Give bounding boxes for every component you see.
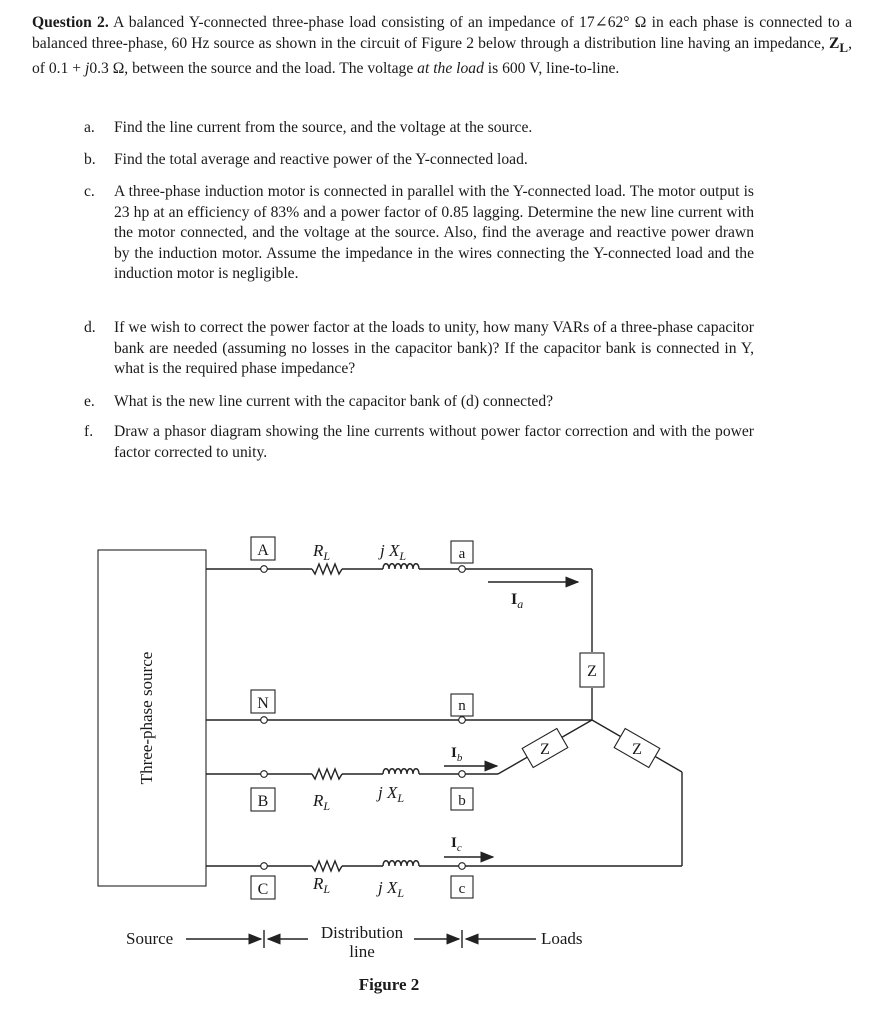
part-label: a. [84,119,95,136]
part-text: Draw a phasor diagram showing the line currents without power factor correction and with the power factor corrected to unity. [114,423,754,461]
jxl-subscript: L [397,791,405,805]
terminal-B [261,771,268,778]
question-text-4: is 600 V, line-to-line. [483,60,620,78]
rl-symbol: R [313,791,324,810]
impedance-zb-label: Z [540,741,550,758]
terminal-a [459,566,466,573]
rl-label-c [312,874,330,896]
rl-subscript: L [323,549,331,563]
jxl-symbol: j X [380,541,400,560]
question-number: Question 2. [32,14,109,31]
jxl-label-c [376,878,404,900]
jxl-subscript: L [397,886,405,900]
question-text-1: A balanced Y-connected three-phase load consisting of an impedance of 17∠62° Ω in each phase is connected to a balanced three-phase, 60 Hz source as shown in the circuit of Figure 2 below through a distribution line having an impedance, [32,14,853,52]
terminal-b [459,771,466,778]
current-label-c [451,835,462,854]
part-label: f. [84,423,94,440]
current-symbol: I [451,835,457,851]
rl-label-b [312,791,330,813]
part-text: What is the new line current with the capacitor bank of (d) connected? [114,393,554,410]
part-text: Find the line current from the source, and the voltage at the source. [114,119,533,136]
current-subscript: b [456,752,463,764]
node-N-label: N [257,695,269,712]
part-text: If we wish to correct the power factor at the loads to unity, how many VARs of a three-phase capacitor bank are needed (assuming no losses in the capacitor bank)? If the capacitor bank is connected in Y, what is the required phase impedance? [114,319,754,377]
j-symbol: j [84,60,90,78]
terminal-c [459,863,466,870]
impedance-zb [522,728,568,767]
impedance-za-label: Z [587,663,597,680]
inductor-b [383,769,419,774]
jxl-symbol: j X [378,783,398,802]
current-subscript: c [456,842,462,854]
rl-symbol: R [313,874,324,893]
resistor-c [312,861,342,871]
figure-caption: Figure 2 [358,975,420,994]
rl-label-a [312,541,330,563]
terminal-N [261,717,268,724]
node-B-label: B [257,793,269,810]
jxl-label-b [376,783,404,805]
resistor-a [312,564,342,574]
node-b-label: b [458,793,466,809]
part-label: d. [84,319,96,336]
part-text: Find the total average and reactive power of the Y-connected load. [114,151,528,168]
zl-subscript: L [839,40,849,56]
terminal-C [261,863,268,870]
inductor-c [383,861,419,866]
terminal-circles [261,566,466,870]
current-symbol: I [511,591,518,608]
node-n-label: n [458,698,466,714]
question-text-3: 0.3 Ω, between the source and the load. The voltage [89,60,418,78]
distribution-label-2: line [349,942,375,961]
terminal-A [261,566,268,573]
italic-phrase: at the load [417,60,484,78]
source-box-label: Three-phase source [137,651,156,785]
resistor-b [312,769,342,779]
impedance-zc-label: Z [632,741,642,758]
distribution-label-1: Distribution [320,923,404,942]
jxl-subscript: L [399,549,407,563]
node-a-label: a [458,546,466,562]
question-text-2: , of 0.1 + [32,35,852,78]
impedance-zc [614,728,660,767]
rl-subscript: L [323,799,331,813]
source-label: Source [126,929,174,948]
terminal-n [459,717,466,724]
zl-symbol: Z [829,35,840,52]
current-subscript: a [517,597,524,611]
inductor-a [383,564,419,569]
part-label: e. [84,393,95,410]
current-symbol: I [451,745,457,761]
node-C-label: C [257,881,269,898]
part-label: c. [84,183,95,200]
loads-label: Loads [541,929,583,948]
current-label-b [451,745,463,764]
rl-symbol: R [313,541,324,560]
jxl-symbol: j X [378,878,398,897]
part-label: b. [84,151,96,168]
current-label-a [511,591,523,611]
node-A-label: A [257,542,269,559]
jxl-label-a [378,541,406,563]
node-c-label: c [458,881,466,897]
rl-subscript: L [323,882,331,896]
part-text: A three-phase induction motor is connected in parallel with the Y-connected load. The motor output is 23 hp at an efficiency of 83% and a power factor of 0.85 lagging. Determine the new line current with the motor connected, and the voltage at the source. Also, find the average and reactive power drawn by the induction motor. Assume the impedance in the wires connecting the Y-connected load and the induction motor is negligible. [114,183,754,282]
